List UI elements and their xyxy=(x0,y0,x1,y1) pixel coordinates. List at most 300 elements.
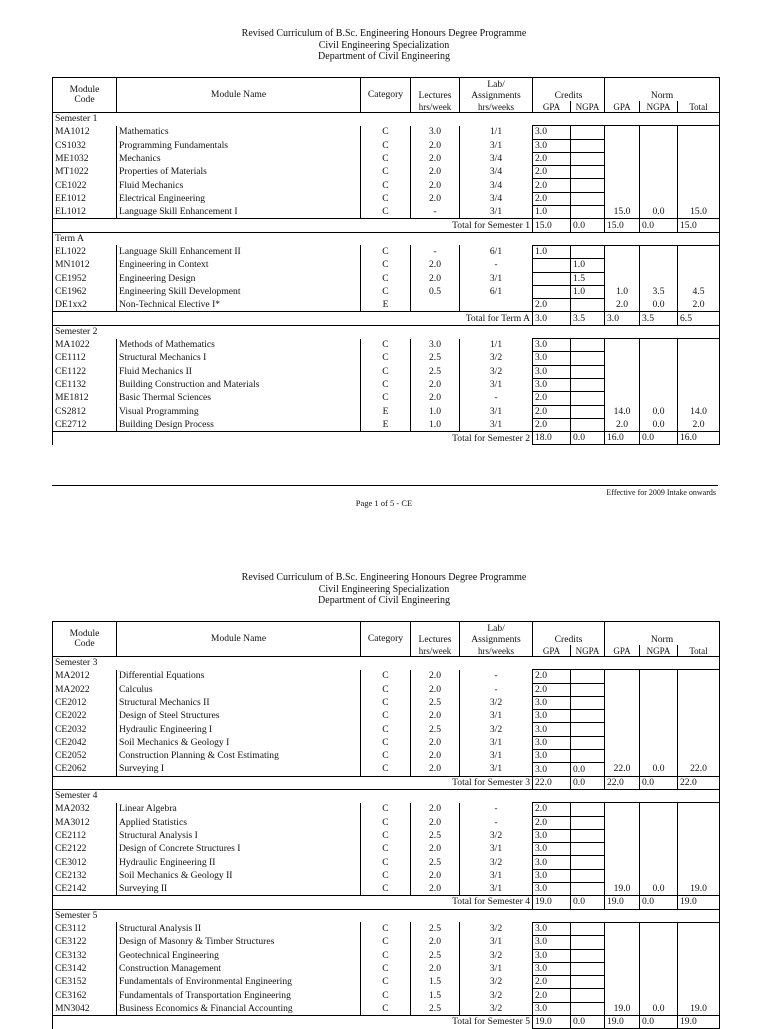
module-lab: 3/2 xyxy=(460,352,533,365)
header-lab-line2: Assignments xyxy=(471,89,521,101)
module-lab: 6/1 xyxy=(460,245,533,258)
header-norm-ngpa: NGPA xyxy=(640,645,678,656)
module-credits-ngpa xyxy=(571,936,605,949)
module-category: C xyxy=(361,989,411,1002)
module-row xyxy=(53,816,720,829)
module-credits-ngpa xyxy=(571,922,605,935)
module-code: CE2142 xyxy=(53,883,117,896)
module-code: EL1022 xyxy=(53,245,117,258)
norm-gpa xyxy=(605,192,640,205)
module-category: C xyxy=(361,206,411,219)
module-credits-ngpa xyxy=(571,736,605,749)
norm-total: 4.5 xyxy=(678,285,720,298)
module-code: CE1112 xyxy=(53,352,117,365)
norm-ngpa xyxy=(640,166,678,179)
header-credits-ngpa: NGPA xyxy=(571,645,605,656)
module-credits-ngpa xyxy=(571,405,605,418)
module-category: C xyxy=(361,736,411,749)
module-row xyxy=(53,976,720,989)
module-lectures: - xyxy=(411,245,460,258)
module-lab: 3/1 xyxy=(460,272,533,285)
norm-ngpa: 0.0 xyxy=(640,418,678,431)
module-lab: 3/2 xyxy=(460,856,533,869)
module-code: CE2032 xyxy=(53,723,117,736)
module-credits-gpa: 2.0 xyxy=(533,179,571,192)
module-code: CE3152 xyxy=(53,976,117,989)
module-credits-ngpa xyxy=(571,418,605,431)
norm-gpa xyxy=(605,829,640,842)
module-code: CE3162 xyxy=(53,989,117,1002)
norm-total: 15.0 xyxy=(678,206,720,219)
module-lab: 3/4 xyxy=(460,192,533,205)
norm-total xyxy=(678,126,720,139)
norm-ngpa: 0.0 xyxy=(640,206,678,219)
module-category: C xyxy=(361,710,411,723)
module-category: C xyxy=(361,869,411,882)
total-norm-gpa: 19.0 xyxy=(605,896,640,909)
norm-gpa xyxy=(605,339,640,352)
norm-total xyxy=(678,843,720,856)
module-name: Non-Technical Elective I* xyxy=(117,299,361,312)
module-name: Fundamentals of Transportation Engineering xyxy=(117,989,361,1002)
module-lectures: 2.0 xyxy=(411,750,460,763)
module-row xyxy=(53,936,720,949)
norm-gpa xyxy=(605,378,640,391)
norm-total xyxy=(678,192,720,205)
norm-total xyxy=(678,166,720,179)
norm-gpa xyxy=(605,139,640,152)
module-lectures: 0.5 xyxy=(411,285,460,298)
header-lab-line1: Lab/ xyxy=(487,622,505,634)
module-code: CE3012 xyxy=(53,856,117,869)
header-module-code: Module Code xyxy=(53,78,117,113)
norm-total: 19.0 xyxy=(678,1002,720,1015)
module-row xyxy=(53,869,720,882)
norm-ngpa xyxy=(640,922,678,935)
semester-block xyxy=(53,789,720,909)
module-name: Visual Programming xyxy=(117,405,361,418)
semester-title: Semester 1 xyxy=(53,113,720,126)
norm-total: 14.0 xyxy=(678,405,720,418)
total-credits-ngpa: 0.0 xyxy=(571,896,605,909)
header-norm-total: Total xyxy=(678,101,720,112)
module-lectures: 2.0 xyxy=(411,803,460,816)
norm-ngpa xyxy=(640,803,678,816)
module-name: Hydraulic Engineering II xyxy=(117,856,361,869)
module-lab: 3/1 xyxy=(460,750,533,763)
total-credits-ngpa: 3.5 xyxy=(571,312,605,325)
module-category: C xyxy=(361,272,411,285)
norm-gpa xyxy=(605,750,640,763)
module-code: MA3012 xyxy=(53,816,117,829)
module-lab: 3/1 xyxy=(460,405,533,418)
module-credits-ngpa xyxy=(571,976,605,989)
module-lectures: 2.0 xyxy=(411,962,460,975)
norm-gpa xyxy=(605,683,640,696)
norm-gpa xyxy=(605,710,640,723)
module-credits-gpa: 3.0 xyxy=(533,856,571,869)
module-credits-ngpa xyxy=(571,166,605,179)
module-row xyxy=(53,285,720,298)
norm-gpa xyxy=(605,949,640,962)
module-row xyxy=(53,736,720,749)
semester-total-row xyxy=(53,1016,720,1029)
header-lab-unit: hrs/weeks xyxy=(460,645,533,656)
norm-ngpa xyxy=(640,259,678,272)
header-lectures-unit: hrs/week xyxy=(411,645,460,656)
module-credits-ngpa xyxy=(571,365,605,378)
module-lab: 1/1 xyxy=(460,339,533,352)
module-name: Fundamentals of Environmental Engineering xyxy=(117,976,361,989)
module-credits-gpa: 1.0 xyxy=(533,245,571,258)
norm-gpa xyxy=(605,179,640,192)
module-credits-ngpa xyxy=(571,299,605,312)
module-lab: 3/1 xyxy=(460,763,533,776)
module-lectures: - xyxy=(411,206,460,219)
module-category: C xyxy=(361,179,411,192)
module-lectures: 2.5 xyxy=(411,352,460,365)
module-code: CE1962 xyxy=(53,285,117,298)
module-code: CE2052 xyxy=(53,750,117,763)
norm-ngpa xyxy=(640,989,678,1002)
module-credits-ngpa: 1.5 xyxy=(571,272,605,285)
module-lectures: 1.0 xyxy=(411,418,460,431)
norm-total xyxy=(678,829,720,842)
norm-gpa xyxy=(605,869,640,882)
norm-total xyxy=(678,723,720,736)
module-row xyxy=(53,949,720,962)
module-code: EL1012 xyxy=(53,206,117,219)
module-credits-ngpa xyxy=(571,856,605,869)
table-header xyxy=(53,622,720,657)
module-code: CE2062 xyxy=(53,763,117,776)
module-row xyxy=(53,192,720,205)
module-row xyxy=(53,883,720,896)
total-norm-gpa: 15.0 xyxy=(605,219,640,232)
doc-department: Department of Civil Engineering xyxy=(318,51,450,62)
module-name: Design of Masonry & Timber Structures xyxy=(117,936,361,949)
norm-ngpa xyxy=(640,869,678,882)
total-norm-total: 22.0 xyxy=(678,776,720,789)
module-category: E xyxy=(361,418,411,431)
module-name: Surveying I xyxy=(117,763,361,776)
module-code: CE1952 xyxy=(53,272,117,285)
norm-ngpa: 0.0 xyxy=(640,405,678,418)
header-row xyxy=(53,78,720,102)
module-credits-ngpa xyxy=(571,829,605,842)
module-category: C xyxy=(361,856,411,869)
header-credits: Credits xyxy=(533,78,605,102)
module-credits-gpa: 3.0 xyxy=(533,736,571,749)
module-credits-gpa: 3.0 xyxy=(533,843,571,856)
norm-total xyxy=(678,365,720,378)
module-credits-ngpa xyxy=(571,670,605,683)
module-lab: 3/1 xyxy=(460,378,533,391)
module-credits-ngpa xyxy=(571,843,605,856)
norm-gpa: 19.0 xyxy=(605,1002,640,1015)
total-norm-total: 19.0 xyxy=(678,896,720,909)
header-lab-assignments xyxy=(460,78,533,102)
module-credits-ngpa xyxy=(571,339,605,352)
module-lab: 3/2 xyxy=(460,723,533,736)
header-row xyxy=(53,622,720,646)
norm-gpa xyxy=(605,936,640,949)
module-credits-ngpa xyxy=(571,152,605,165)
module-name: Business Economics & Financial Accounting xyxy=(117,1002,361,1015)
module-credits-gpa: 2.0 xyxy=(533,803,571,816)
module-credits-ngpa xyxy=(571,869,605,882)
semester-total-row xyxy=(53,219,720,232)
norm-total xyxy=(678,936,720,949)
module-credits-ngpa xyxy=(571,962,605,975)
module-name: Fluid Mechanics II xyxy=(117,365,361,378)
module-category: C xyxy=(361,883,411,896)
module-name: Geotechnical Engineering xyxy=(117,949,361,962)
module-credits-ngpa xyxy=(571,179,605,192)
norm-gpa: 22.0 xyxy=(605,763,640,776)
module-lectures: 3.0 xyxy=(411,339,460,352)
header-norm-total: Total xyxy=(678,645,720,656)
norm-total xyxy=(678,949,720,962)
module-row xyxy=(53,126,720,139)
module-lectures: 2.5 xyxy=(411,723,460,736)
module-credits-ngpa: 1.0 xyxy=(571,259,605,272)
header-module-name: Module Name xyxy=(117,622,361,657)
norm-total xyxy=(678,856,720,869)
total-norm-total: 15.0 xyxy=(678,219,720,232)
norm-ngpa xyxy=(640,670,678,683)
header-lectures: Lectures xyxy=(411,622,460,646)
module-category: C xyxy=(361,152,411,165)
module-row xyxy=(53,922,720,935)
norm-total xyxy=(678,352,720,365)
module-name: Building Design Process xyxy=(117,418,361,431)
total-credits-gpa: 15.0 xyxy=(533,219,571,232)
module-name: Mechanics xyxy=(117,152,361,165)
module-category: C xyxy=(361,126,411,139)
module-name: Soil Mechanics & Geology II xyxy=(117,869,361,882)
norm-ngpa xyxy=(640,192,678,205)
total-norm-total: 16.0 xyxy=(678,432,720,445)
module-name: Construction Planning & Cost Estimating xyxy=(117,750,361,763)
total-norm-ngpa: 0.0 xyxy=(640,776,678,789)
norm-total xyxy=(678,869,720,882)
norm-ngpa xyxy=(640,179,678,192)
header-norm-ngpa: NGPA xyxy=(640,101,678,112)
norm-total xyxy=(678,272,720,285)
module-code: CE2122 xyxy=(53,843,117,856)
module-row xyxy=(53,989,720,1002)
module-credits-gpa: 3.0 xyxy=(533,750,571,763)
norm-total xyxy=(678,245,720,258)
module-name: Structural Analysis II xyxy=(117,922,361,935)
header-module-name: Module Name xyxy=(117,78,361,113)
module-lectures: 2.0 xyxy=(411,843,460,856)
norm-ngpa xyxy=(640,829,678,842)
module-lab: 3/1 xyxy=(460,936,533,949)
total-norm-ngpa: 3.5 xyxy=(640,312,678,325)
norm-gpa xyxy=(605,856,640,869)
module-credits-ngpa xyxy=(571,352,605,365)
module-row xyxy=(53,723,720,736)
header-norm: Norm xyxy=(605,78,720,102)
norm-total xyxy=(678,962,720,975)
module-credits-gpa: 3.0 xyxy=(533,139,571,152)
module-code: ME1812 xyxy=(53,392,117,405)
norm-ngpa xyxy=(640,126,678,139)
module-credits-ngpa xyxy=(571,126,605,139)
module-credits-ngpa xyxy=(571,816,605,829)
norm-gpa xyxy=(605,259,640,272)
norm-gpa: 14.0 xyxy=(605,405,640,418)
semester-total-row xyxy=(53,312,720,325)
norm-gpa xyxy=(605,736,640,749)
norm-gpa: 1.0 xyxy=(605,285,640,298)
norm-gpa xyxy=(605,843,640,856)
module-row xyxy=(53,683,720,696)
module-credits-gpa: 3.0 xyxy=(533,949,571,962)
header-credits-gpa: GPA xyxy=(533,101,571,112)
module-category: C xyxy=(361,803,411,816)
norm-total: 2.0 xyxy=(678,418,720,431)
norm-ngpa: 0.0 xyxy=(640,299,678,312)
module-credits-ngpa xyxy=(571,723,605,736)
semester-block xyxy=(53,232,720,325)
module-credits-ngpa xyxy=(571,378,605,391)
module-lectures: 1.0 xyxy=(411,405,460,418)
norm-ngpa xyxy=(640,962,678,975)
module-credits-gpa: 2.0 xyxy=(533,152,571,165)
module-lab: 3/2 xyxy=(460,922,533,935)
module-category: C xyxy=(361,166,411,179)
module-lectures: 2.0 xyxy=(411,272,460,285)
module-credits-ngpa xyxy=(571,245,605,258)
module-credits-ngpa xyxy=(571,710,605,723)
module-lectures: 2.5 xyxy=(411,949,460,962)
module-credits-gpa xyxy=(533,272,571,285)
semester-total-row xyxy=(53,776,720,789)
header-lab-assignments xyxy=(460,622,533,646)
module-lectures: 2.5 xyxy=(411,856,460,869)
module-credits-gpa: 2.0 xyxy=(533,976,571,989)
module-row xyxy=(53,962,720,975)
module-lectures: 2.0 xyxy=(411,683,460,696)
module-name: Construction Management xyxy=(117,962,361,975)
semester-total-label: Total for Term A xyxy=(53,312,533,325)
module-lab: - xyxy=(460,392,533,405)
module-code: MT1022 xyxy=(53,166,117,179)
module-credits-gpa: 3.0 xyxy=(533,378,571,391)
module-category: C xyxy=(361,352,411,365)
module-row xyxy=(53,763,720,776)
module-lab: - xyxy=(460,816,533,829)
header-category: Category xyxy=(361,78,411,113)
total-credits-ngpa: 0.0 xyxy=(571,219,605,232)
norm-ngpa xyxy=(640,272,678,285)
module-code: ME1032 xyxy=(53,152,117,165)
module-credits-gpa: 2.0 xyxy=(533,299,571,312)
module-row xyxy=(53,299,720,312)
norm-ngpa xyxy=(640,152,678,165)
module-lectures: 2.0 xyxy=(411,192,460,205)
module-code: CS2812 xyxy=(53,405,117,418)
module-code: MA1012 xyxy=(53,126,117,139)
module-category: C xyxy=(361,670,411,683)
module-code: MN1012 xyxy=(53,259,117,272)
semester-total-label: Total for Semester 3 xyxy=(53,776,533,789)
module-credits-gpa: 3.0 xyxy=(533,962,571,975)
module-credits-gpa: 2.0 xyxy=(533,166,571,179)
module-lab: - xyxy=(460,683,533,696)
module-row xyxy=(53,339,720,352)
norm-ngpa xyxy=(640,352,678,365)
module-credits-ngpa xyxy=(571,803,605,816)
module-row xyxy=(53,245,720,258)
norm-gpa xyxy=(605,976,640,989)
module-lab: 3/1 xyxy=(460,883,533,896)
module-name: Linear Algebra xyxy=(117,803,361,816)
module-category: C xyxy=(361,763,411,776)
module-lectures: 2.0 xyxy=(411,869,460,882)
module-row xyxy=(53,1002,720,1015)
module-lab: 3/4 xyxy=(460,166,533,179)
module-code: CE2132 xyxy=(53,869,117,882)
module-credits-ngpa xyxy=(571,989,605,1002)
page1-heading xyxy=(0,28,768,63)
norm-gpa xyxy=(605,152,640,165)
module-category: C xyxy=(361,339,411,352)
module-credits-gpa: 3.0 xyxy=(533,710,571,723)
total-credits-gpa: 19.0 xyxy=(533,896,571,909)
module-credits-gpa: 3.0 xyxy=(533,126,571,139)
header-category: Category xyxy=(361,622,411,657)
norm-total xyxy=(678,179,720,192)
module-category: C xyxy=(361,949,411,962)
module-code: CE3122 xyxy=(53,936,117,949)
total-norm-total: 19.0 xyxy=(678,1016,720,1029)
module-lab: 3/1 xyxy=(460,206,533,219)
norm-total xyxy=(678,750,720,763)
norm-gpa xyxy=(605,922,640,935)
norm-gpa xyxy=(605,962,640,975)
total-norm-gpa: 22.0 xyxy=(605,776,640,789)
module-credits-ngpa xyxy=(571,392,605,405)
total-norm-gpa: 19.0 xyxy=(605,1016,640,1029)
module-lab: 3/4 xyxy=(460,152,533,165)
norm-ngpa xyxy=(640,392,678,405)
module-credits-gpa xyxy=(533,285,571,298)
module-lectures: 2.5 xyxy=(411,696,460,709)
module-row xyxy=(53,152,720,165)
table-header xyxy=(53,78,720,113)
module-lab: - xyxy=(460,259,533,272)
module-category: C xyxy=(361,1002,411,1015)
norm-gpa xyxy=(605,803,640,816)
module-category: E xyxy=(361,299,411,312)
norm-gpa xyxy=(605,166,640,179)
module-lectures: 2.0 xyxy=(411,883,460,896)
module-lab: 3/1 xyxy=(460,962,533,975)
module-lectures: 2.0 xyxy=(411,392,460,405)
module-category: C xyxy=(361,696,411,709)
header-lectures-unit: hrs/week xyxy=(411,101,460,112)
module-credits-gpa: 2.0 xyxy=(533,392,571,405)
norm-gpa xyxy=(605,365,640,378)
module-lectures: 2.0 xyxy=(411,816,460,829)
module-code: MA1022 xyxy=(53,339,117,352)
footer-note: Effective for 2009 Intake onwards xyxy=(606,488,716,497)
module-credits-gpa: 2.0 xyxy=(533,405,571,418)
